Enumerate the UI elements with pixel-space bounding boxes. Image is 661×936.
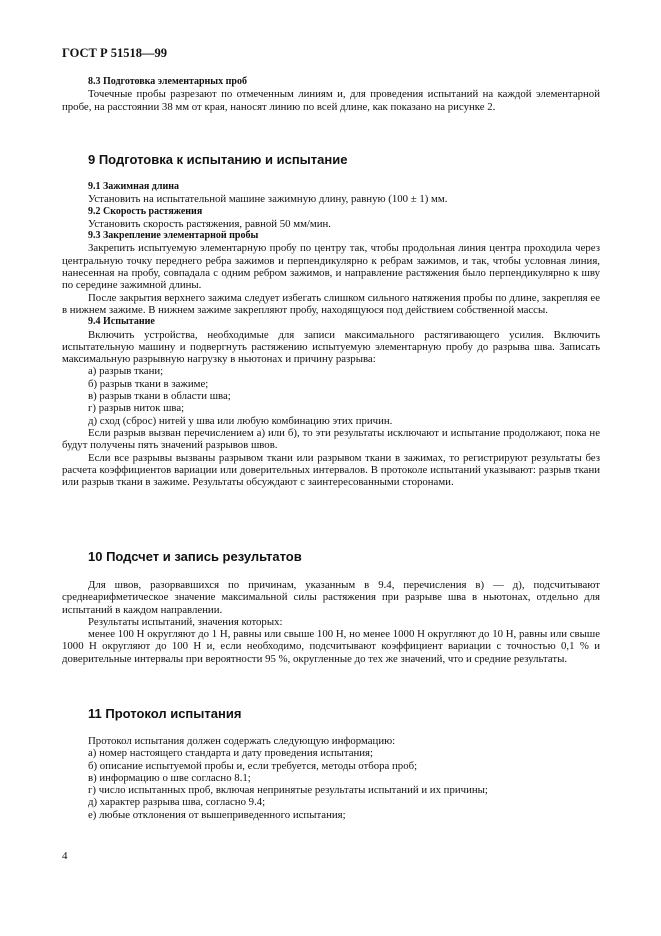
section-heading-11: 11 Протокол испытания: [88, 706, 242, 721]
section-heading-10: 10 Подсчет и запись результатов: [88, 549, 302, 564]
section-11-body: [62, 735, 600, 821]
paragraph: Если все разрывы вызваны разрывом ткани или разрывом ткани в зажимах, то регистрируют результаты без расчета коэффициентов вариации или доверительных интервалов. В протоколе испытаний указывают: разрыв ткани или разрыв ткани в зажиме. Результаты обсуждают с заинтересованными сторонами.: [62, 451, 600, 489]
paragraph: Для швов, разорвавшихся по причинам, указанным в 9.4, перечисления в) — д), подсчитывают среднеарифметическое значение максимальной силы растяжения при разрыве шва в ньютонах, отдельно для испытаний в каждом направлении.: [62, 579, 600, 616]
list-item: в) разрыв ткани в области шва;: [88, 390, 231, 403]
page-number: 4: [62, 850, 68, 862]
list-item: а) номер настоящего стандарта и дату проведения испытания;: [88, 747, 374, 760]
list-item: б) разрыв ткани в зажиме;: [88, 377, 209, 390]
paragraph: Закрепить испытуемую элементарную пробу по центру так, чтобы продольная линия центра проходила через центральную точку переднего ребра зажимов и перпендикулярно к ребрам зажимов, и так, чтобы условная линия, нанесенная на пробу, совпадала с одним ребром зажимов, и направление растяжения было перпендикулярно к шву по середине зажимной длины.: [62, 242, 600, 292]
list-item: б) описание испытуемой пробы и, если требуется, методы отбора проб;: [88, 759, 418, 772]
paragraph: Установить скорость растяжения, равной 50 мм/мин.: [88, 217, 332, 230]
list-item: д) характер разрыва шва, согласно 9.4;: [88, 796, 266, 809]
subsection-title: 9.1 Зажимная длина: [88, 181, 179, 192]
subsection-title: 8.3 Подготовка элементарных проб: [88, 76, 247, 87]
list-item: д) сход (сброс) нитей у шва или любую комбинацию этих причин.: [88, 414, 393, 427]
list-item: г) разрыв ниток шва;: [88, 402, 185, 415]
list-item: г) число испытанных проб, включая непринятые результаты испытаний и их причины;: [88, 784, 488, 797]
subsection-title: 9.3 Закрепление элементарной пробы: [88, 230, 259, 242]
list-item: е) любые отклонения от вышеприведенного испытания;: [88, 808, 346, 821]
subsection-title: 9.2 Скорость растяжения: [88, 205, 203, 217]
list-item: в) информацию о шве согласно 8.1;: [88, 771, 251, 784]
paragraph: Установить на испытательной машине зажимную длину, равную (100 ± 1) мм.: [88, 193, 448, 206]
section-9-body: [62, 181, 600, 488]
section-8-3: [62, 76, 600, 113]
paragraph: менее 100 Н округляют до 1 Н, равны или свыше 100 Н, но менее 1000 Н округляют до 10 Н, равны или свыше 1000 Н округляют до 100 Н и, если необходимо, подсчитывают коэффициент вариации с точностью 0,1 % и доверительные интервалы при вероятности 95 %, округленные до тех же значений, что и средние результаты.: [62, 628, 600, 665]
paragraph: Точечные пробы разрезают по отмеченным линиям и, для проведения испытаний на каждой элементарной пробе, на расстоянии 38 мм от края, наносят линию по всей длине, как показано на рисунке 2.: [62, 88, 600, 113]
document-header: ГОСТ Р 51518—99: [62, 46, 168, 60]
section-10-body: [62, 579, 600, 665]
list-item: а) разрыв ткани;: [88, 365, 164, 378]
paragraph: Результаты испытаний, значения которых:: [88, 615, 283, 628]
subsection-title: 9.4 Испытание: [88, 316, 155, 328]
section-heading-9: 9 Подготовка к испытанию и испытание: [88, 152, 348, 167]
paragraph: После закрытия верхнего зажима следует избегать слишком сильного натяжения пробы по длине, закрепляя ее в нижнем зажиме. В нижнем зажиме закрепляют пробу, находящуюся под действием собственной массы.: [62, 291, 600, 316]
paragraph: Включить устройства, необходимые для записи максимального растягивающего усилия. Включить испытательную машину и подвергнуть растяжению испытуемую элементарную пробу до разрыва шва. Записать максимальную разрывную нагрузку в ньютонах и причину разрыва:: [62, 328, 600, 366]
paragraph: Если разрыв вызван перечислением а) или б), то эти результаты исключают и испытание продолжают, пока не будут получены пять значений разрывов швов.: [62, 426, 600, 452]
paragraph: Протокол испытания должен содержать следующую информацию:: [88, 735, 396, 747]
